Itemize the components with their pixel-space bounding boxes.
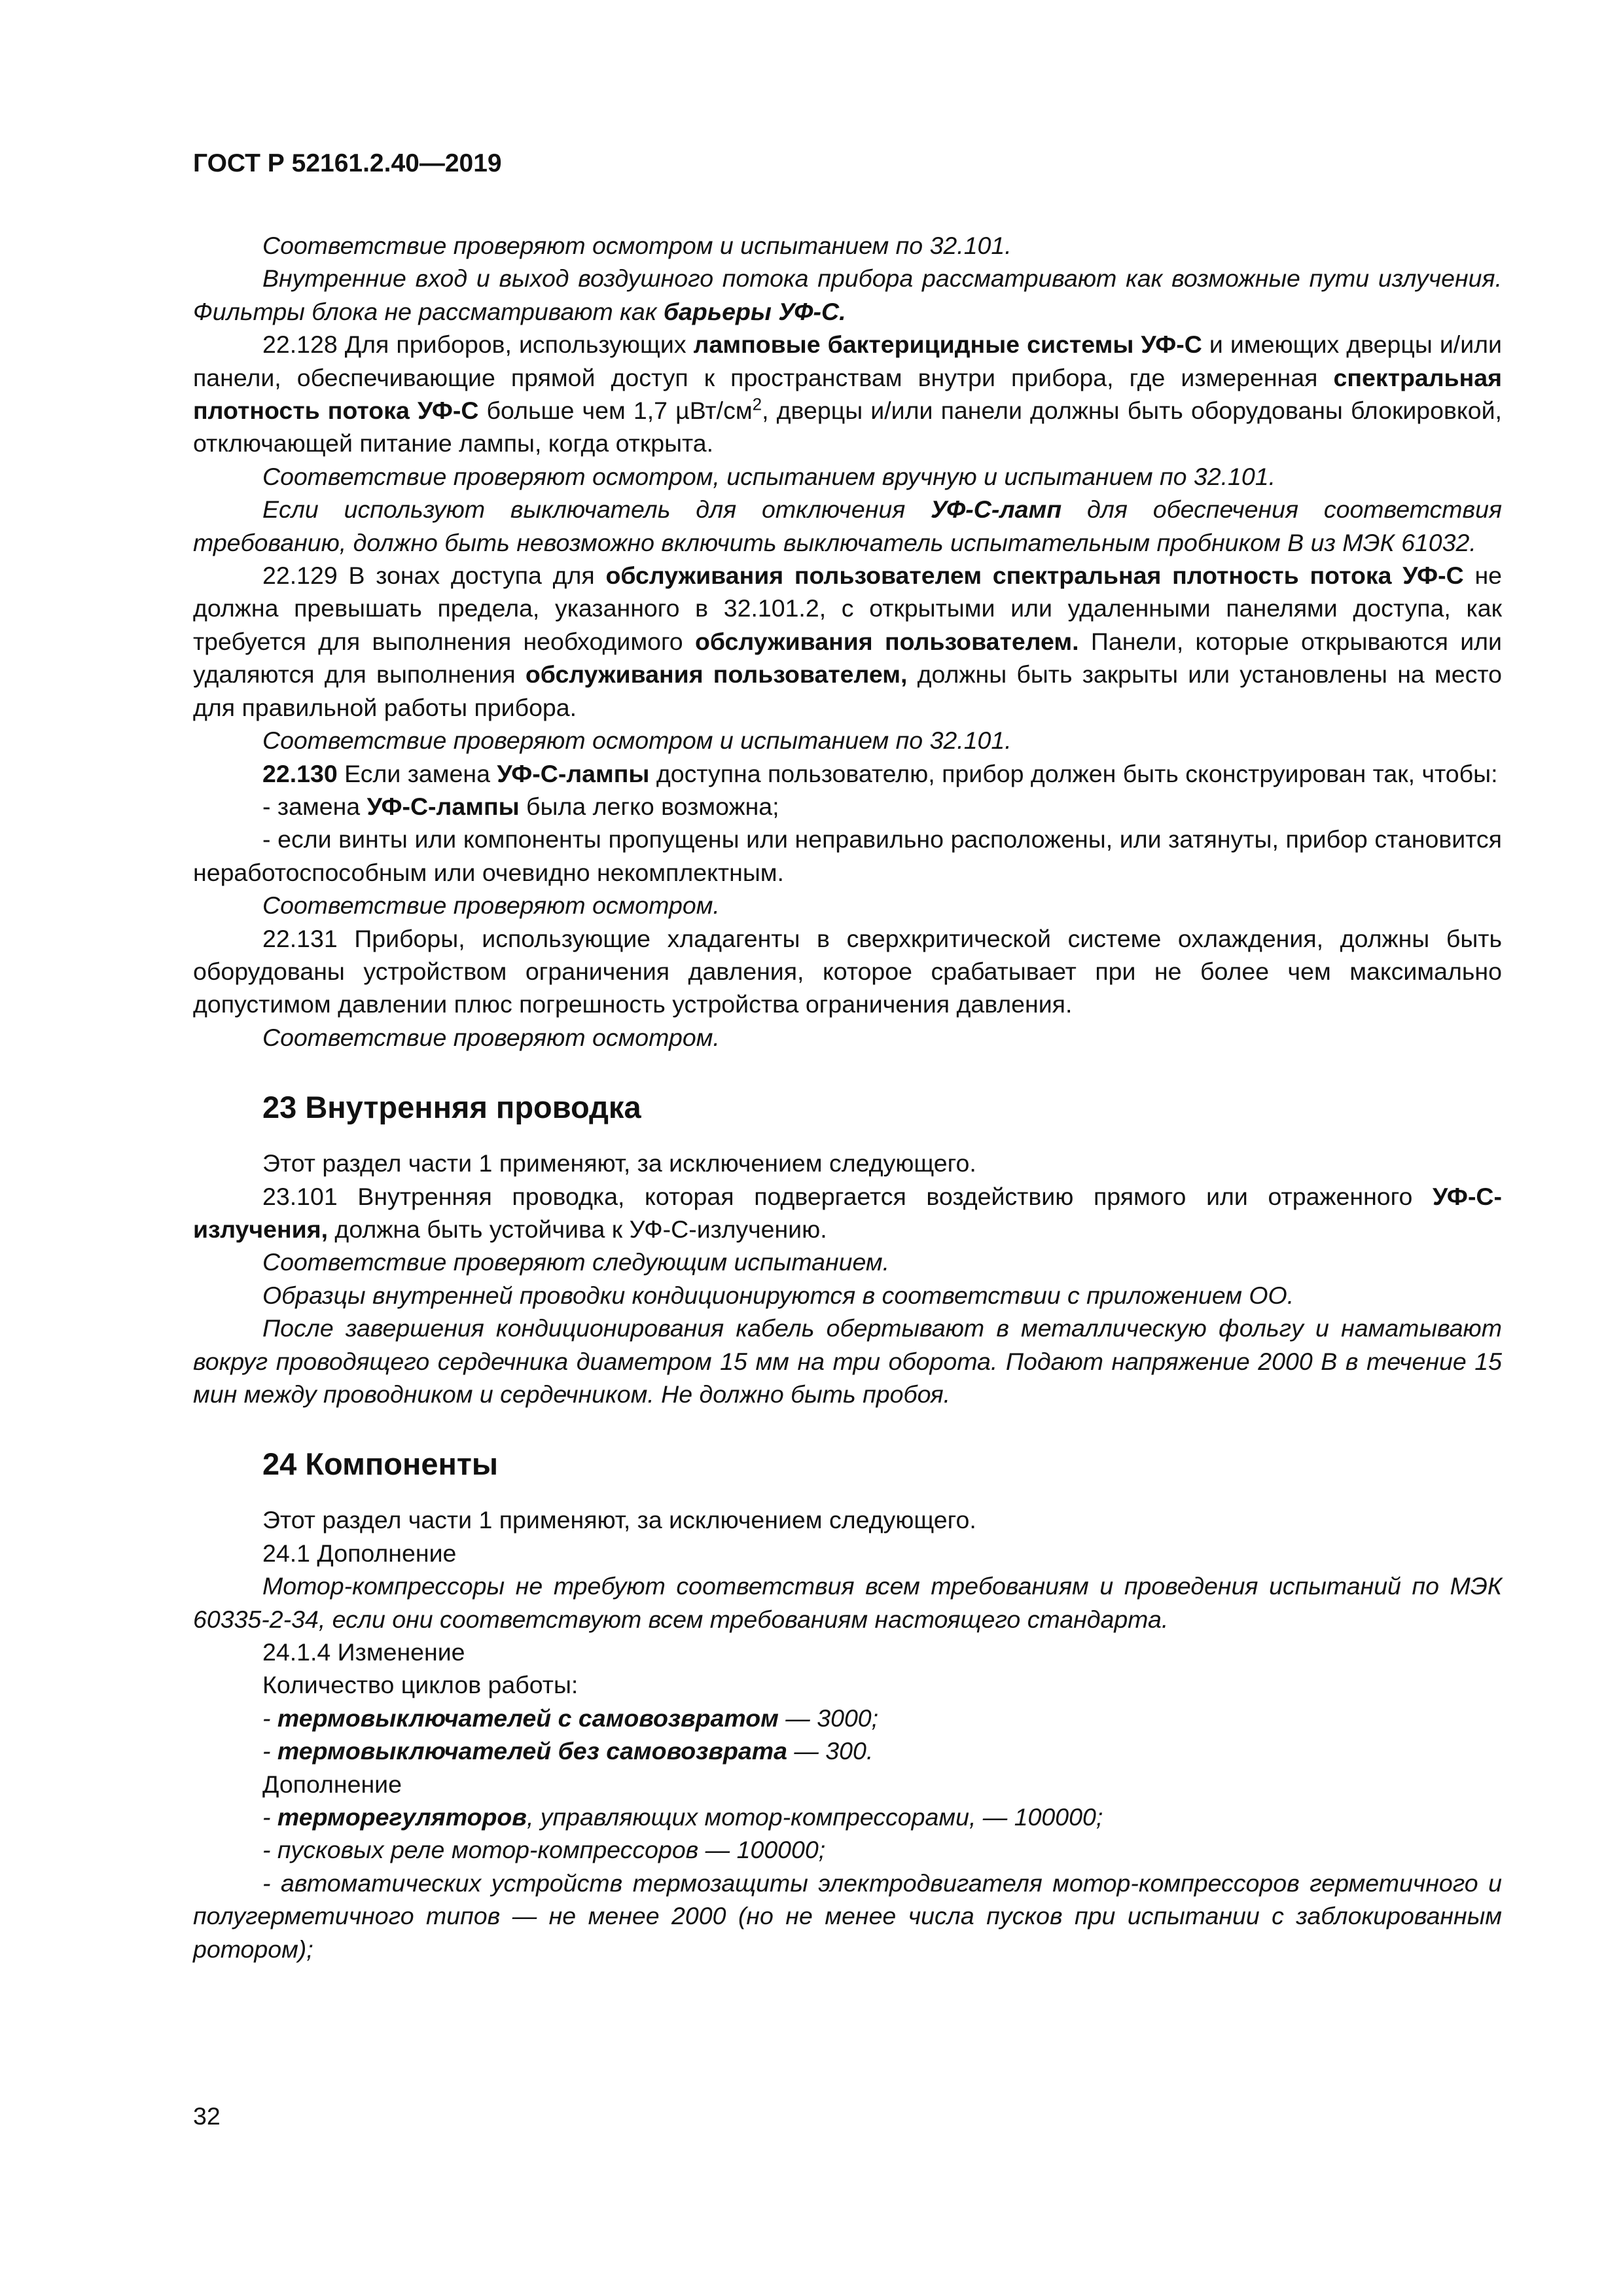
- clause-22-131: 22.131 Приборы, использующие хладагенты в сверхкритической системе охлаждения, должны быть оборудованы устройством ограничения давления, которое срабатывает при не более чем максимально допустимом давлении плюс погрешность устройства ограничения давления.: [193, 924, 1502, 1018]
- procedure-23-101: После завершения кондиционирования кабель обертывают в металлическую фольгу и наматывают вокруг проводящего сердечника диаметром 15 мм на три оборота. Подают напряжение 2000 В в течение 15 мин между проводником и сердечником. Не должно быть пробоя.: [193, 1314, 1502, 1408]
- compliance-22-130: Соответствие проверяют осмотром.: [262, 891, 720, 920]
- clause-24-1-text: Мотор-компрессоры не требуют соответствия всем требованиям и проведения испытаний по МЭК 60335-2-34, если они соответствуют всем требованиям настоящего стандарта.: [193, 1572, 1502, 1633]
- note-22-127: Внутренние вход и выход воздушного потока прибора рассматривают как возможные пути излучения. Фильтры блока не рассматривают как барьеры УФ-С.: [193, 264, 1502, 325]
- samples-23-101: Образцы внутренней проводки кондиционируются в соответствии с приложением ОО.: [262, 1281, 1294, 1309]
- clause-22-129: 22.129 В зонах доступа для обслуживания пользователем спектральная плотность потока УФ-С не должна превышать предела, указанного в 32.101.2, с открытыми или удаленными панелями доступа, как требуется для выполнения необходимого обслуживания пользователем. Панели, которые открываются или удаляются для выполнения обслуживания пользователем, должны быть закрыты или установлены на место для правильной работы прибора.: [193, 562, 1503, 721]
- list-item: - если винты или компоненты пропущены или неправильно расположены, или затянуты, прибор становится неработоспособным или очевидно некомплектным.: [193, 825, 1502, 886]
- clause-22-130: 22.130 Если замена УФ-С-лампы доступна пользователю, прибор должен быть сконструирован так, чтобы:: [262, 759, 1498, 787]
- cycles-label: Количество циклов работы:: [262, 1671, 579, 1699]
- section-24-intro: Этот раздел части 1 применяют, за исключением следующего.: [262, 1506, 976, 1534]
- clause-24-1-4: 24.1.4 Изменение: [262, 1638, 465, 1666]
- section-23-intro: Этот раздел части 1 применяют, за исключением следующего.: [262, 1149, 976, 1177]
- clause-24-1: 24.1 Дополнение: [262, 1539, 457, 1567]
- compliance-22-131: Соответствие проверяют осмотром.: [262, 1023, 720, 1051]
- list-item: - терморегуляторов, управляющих мотор-компрессорами, — 100000;: [262, 1803, 1103, 1831]
- addition-label: Дополнение: [262, 1770, 402, 1798]
- list-item: - автоматических устройств термозащиты электродвигателя мотор-компрессоров герметичного и полугерметичного типов — не менее 2000 (но не менее числа пусков при испытании с заблокированным ротором);: [193, 1869, 1502, 1963]
- section-title-24: 24 Компоненты: [262, 1446, 499, 1482]
- compliance-23-101: Соответствие проверяют следующим испытанием.: [262, 1248, 890, 1276]
- page-body: [193, 229, 1502, 1965]
- clause-23-101: 23.101 Внутренняя проводка, которая подвергается воздействию прямого или отраженного УФ-С-излучения, должна быть устойчива к УФ-С-излучению.: [193, 1182, 1502, 1243]
- note-22-128: Если используют выключатель для отключения УФ-С-ламп для обеспечения соответствия требованию, должно быть невозможно включить выключатель испытательным пробником В из МЭК 61032.: [193, 495, 1502, 556]
- list-item: - термовыключателей без самовозврата — 300.: [262, 1737, 874, 1765]
- compliance-22-128: Соответствие проверяют осмотром, испытанием вручную и испытанием по 32.101.: [262, 462, 1276, 490]
- list-item: - замена УФ-С-лампы была легко возможна;: [262, 792, 779, 820]
- compliance-22-129: Соответствие проверяют осмотром и испытанием по 32.101.: [262, 726, 1012, 755]
- list-item: - термовыключателей с самовозвратом — 3000;: [262, 1704, 879, 1732]
- compliance-22-127: Соответствие проверяют осмотром и испытанием по 32.101.: [262, 232, 1012, 259]
- page-number: 32: [193, 2102, 221, 2130]
- section-title-23: 23 Внутренняя проводка: [262, 1090, 641, 1125]
- clause-22-128: 22.128 Для приборов, использующих ламповые бактерицидные системы УФ-С и имеющих дверцы и/или панели, обеспечивающие прямой доступ к пространствам внутри прибора, где измеренная спектральная плотность потока УФ-С больше чем 1,7 µВт/$см^2$, дверцы и/или панели должны быть оборудованы блокировкой, отключающей питание лампы, когда открыта.: [193, 331, 1502, 457]
- document-code: ГОСТ Р 52161.2.40—2019: [193, 149, 502, 177]
- list-item: - пусковых реле мотор-компрессоров — 100000;: [262, 1836, 826, 1864]
